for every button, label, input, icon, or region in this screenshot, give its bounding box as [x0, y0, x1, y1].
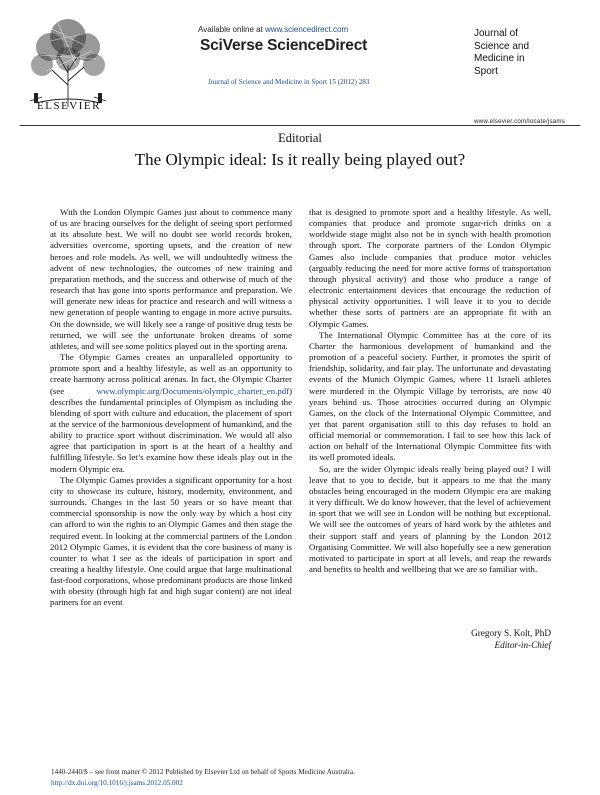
paragraph: that is designed to promote sport and a healthy lifestyle. As well, companies that produce and promote sugar-rich drinks on a worldwide stage might also not be in synch with health promotion through sport. The corporate partners of the London Olympic Games also include companies that produce motor vehicles (arguably reducing the need for more active forms of transportation through physical activity) and those who produce a range of electronic entertainment devices that encourage the reduction of physical activity opportunities. I will leave it to you to decide whether these sorts of partners are an appropriate fit with an Olympic Games. — [309, 207, 551, 329]
section-label: Editorial — [278, 131, 322, 145]
journal-title-line: Journal of — [474, 28, 518, 39]
paragraph: The International Olympic Committee has at the core of its Charter the harmonious development of humankind and the promotion of a peaceful society. Further, it promotes the spirit of friendship, solidarity, and fair play. The unfortunate and devastating events of the Munich Olympic Games, where 11 Israeli athletes were murdered in the Olympic Village by terrorists, are now 40 years behind us. Those atrocities occurred during an Olympic Games, on the clock of the International Olympic Committee, and yet that parent organisation still to this day refuses to hold an official memorial or commemoration. I fail to see how this lack of action on behalf of the International Olympic Committee fits with its well promoted ideals. — [309, 329, 551, 463]
paragraph: So, are the wider Olympic ideals really being played out? I will leave that to you to decide, but it appears to me that the many obstacles being encouraged in the modern Olympic era are making it very difficult. We do know however, that the level of achievement in sport that we will see in London will be nothing but exceptional. We will see the outcomes of years of hard work by the athletes and their support staff and years of planning by the London 2012 Organising Committee. We will also hopefully see a new generation motivated to participate in sport at all levels, and reap the rewards and benefits to health and wellbeing that we are so familiar with. — [309, 463, 551, 574]
olympic-charter-link[interactable]: www.olympic.org/Documents/olympic_charter_en.pdf — [96, 385, 290, 396]
article-title: The Olympic ideal: Is it really being played out? — [134, 150, 466, 169]
paragraph: The Olympic Games provides a significant opportunity for a host city to showcase its culture, history, modernity, environment, and surrounds. Changes in the last 50 years or so have meant that commercial sponsorship is now the only way by which a host city can afford to win the rights to an Olympic Games and then stage the required event. In looking at the commercial partners of the London 2012 Olympic Games, it is evident that the core business of many is counter to what I see as the ideals of participation in sport and creating a healthy lifestyle. One could argue that large multinational fast-food corporations, whose predominant products are those linked with obesity (through high fat and high sugar content) are not ideal partners for an event — [50, 474, 292, 608]
paragraph: With the London Olympic Games just about to commence many of us are bracing ourselves for the delight of seeing sport performed at its absolute best. We will no doubt see world records broken, adversities overcome, sporting upsets, and the creation of new heroes and role models. As well, we will undoubtedly witness the advent of new technologies, the outcomes of new training and preparation methods, and the success and otherwise of much of the research that has gone into sports performance and preparation. We will generate new ideas for practice and research and will witness a new generation of people wanting to engage in more active pursuits. On the downside, we will likely see a range of positive drug tests be returned, we will see the unfortunate broken dreams of some athletes, and will see some politics played out in the sporting arena. — [50, 207, 292, 351]
journal-title-line: Sport — [474, 65, 498, 77]
journal-title-block — [474, 28, 529, 78]
journal-title-line: Science and — [474, 40, 530, 52]
paragraph — [50, 352, 292, 475]
copyright-line: 1440-2440/$ – see front matter © 2012 Published by Elsevier Ltd on behalf of Sports Medicine Australia. — [51, 768, 355, 776]
journal-reference[interactable]: Journal of Science and Medicine in Sport 15 (2012) 283 — [208, 78, 370, 86]
author-role: Editor-in-Chief — [494, 640, 551, 650]
doi-link[interactable]: http://dx.doi.org/10.1016/j.jsams.2012.05.002 — [51, 779, 183, 787]
left-column — [50, 207, 292, 609]
publisher-wordmark: ELSEVIER — [37, 100, 101, 112]
header-rule — [20, 125, 580, 126]
sciencedirect-link[interactable]: www.sciencedirect.com — [265, 25, 349, 34]
platform-wordmark: SciVerse ScienceDirect — [200, 37, 368, 54]
available-prefix: Available online at — [198, 25, 266, 34]
journal-title-line: Medicine in — [474, 53, 525, 64]
journal-url[interactable]: www.elsevier.com/locate/jsams — [474, 118, 566, 125]
author-name: Gregory S. Kolt, PhD — [471, 628, 551, 638]
paragraph-text: The Olympic Games creates an unparalleled opportunity to promote sport and a healthy lifestyle, as well as an opportunity to create harmony across political arenas. In fact, the Olympic Charter (see — [50, 352, 292, 396]
paragraph-text: ) describes the fundamental principles of Olympism as including the blending of sport with culture and education, the placement of sport at the service of the harmonious development of humankind, and the ability to practice sport without discrimination. We would all also agree that participation in sport is at the heart of a healthy and fulfilling lifestyle. So let’s examine how these ideals play out in the modern Olympic era. — [50, 385, 292, 474]
right-column — [309, 207, 551, 575]
available-online-line — [198, 25, 348, 34]
